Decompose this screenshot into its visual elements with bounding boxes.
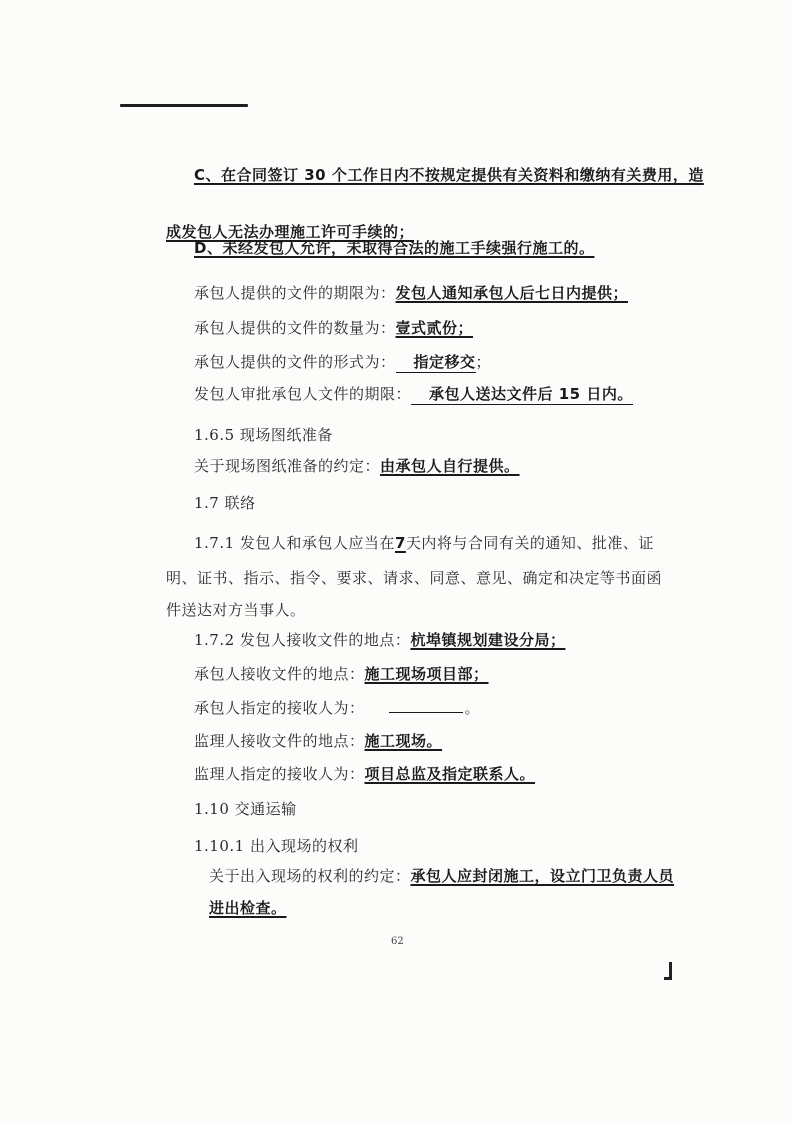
field-label: 关于出入现场的权利的约定： (209, 867, 411, 885)
field-label: 承包人提供的文件的形式为： (194, 353, 396, 371)
field-value: 项目总监及指定联系人。 (364, 765, 536, 783)
blank-field (389, 698, 463, 713)
clause-1-7-1-line-3 (166, 600, 306, 620)
field-label: 监理人指定的接收人为： (194, 765, 365, 783)
clause-c-line-1 (194, 165, 704, 185)
field-label: 监理人接收文件的地点： (194, 732, 365, 750)
supervisor-designated-recipient (194, 764, 535, 784)
days-value: 7 (394, 534, 406, 552)
clause-1-7-1-line-1 (194, 533, 654, 553)
header-rule (120, 104, 248, 107)
field-suffix: 。 (464, 699, 481, 717)
employer-approval-deadline (194, 384, 633, 405)
field-label: 承包人提供的文件的数量为： (194, 319, 396, 337)
field-value: 施工现场。 (364, 732, 443, 750)
field-value-continued: 进出检查。 (209, 899, 287, 917)
section-heading-1-7 (194, 493, 256, 513)
field-value: 承包人送达文件后 15 日内。 (411, 385, 633, 405)
field-value: 杭埠镇规划建设分局； (410, 631, 566, 649)
site-access-agreement-line-1 (209, 866, 674, 886)
field-value: 由承包人自行提供。 (380, 457, 520, 475)
field-value: 施工现场项目部； (364, 665, 489, 683)
section-title: 1.10.1 出入现场的权利 (194, 837, 359, 855)
field-label: 关于现场图纸准备的约定： (194, 457, 381, 475)
field-value: 指定移交 (396, 353, 476, 373)
section-title: 1.7 联络 (194, 494, 256, 512)
corner-crop-mark (669, 962, 672, 980)
section-heading-1-10 (194, 799, 297, 819)
clause-text: 件送达对方当事人。 (166, 601, 306, 619)
field-label: 承包人接收文件的地点： (194, 665, 365, 683)
contractor-document-quantity (194, 318, 473, 338)
page-number: 62 (391, 936, 404, 947)
section-title: 1.6.5 现场图纸准备 (194, 426, 333, 444)
contractor-document-deadline (194, 283, 628, 303)
site-access-agreement-line-2 (209, 898, 287, 918)
field-value: 发包人通知承包人后七日内提供； (395, 284, 629, 302)
field-label: 承包人指定的接收人为： (194, 699, 365, 717)
field-suffix: ； (475, 353, 492, 371)
contractor-receiving-location (194, 664, 489, 684)
field-label: 承包人提供的文件的期限为： (194, 284, 396, 302)
section-heading-1-6-5 (194, 425, 333, 445)
site-drawings-agreement (194, 456, 520, 476)
field-label: 发包人审批承包人文件的期限： (194, 385, 412, 403)
clause-c-continued: 成发包人无法办理施工许可手续的； (166, 223, 415, 241)
clause-text-after: 天内将与合同有关的通知、批准、证 (405, 534, 654, 552)
clause-d-text: D、未经发包人允许，未取得合法的施工手续强行施工的。 (194, 239, 595, 257)
clause-text-before: 1.7.1 发包人和承包人应当在 (194, 534, 395, 552)
clause-d-line (194, 238, 594, 258)
field-value: 壹式贰份； (395, 319, 474, 337)
contractor-document-form (194, 352, 491, 373)
field-value: 承包人应封闭施工，设立门卫负责人员 (410, 867, 675, 885)
employer-receiving-location (194, 630, 565, 650)
clause-text: 明、证书、指示、指令、要求、请求、同意、意见、确定和决定等书面函 (166, 569, 663, 587)
supervisor-receiving-location (194, 731, 442, 751)
section-heading-1-10-1 (194, 836, 358, 856)
contractor-designated-recipient (194, 698, 480, 718)
clause-1-7-1-line-2 (166, 568, 662, 588)
section-title: 1.10 交通运输 (194, 800, 297, 818)
clause-c-text: C、在合同签订 30 个工作日内不按规定提供有关资料和缴纳有关费用，造 (194, 166, 704, 184)
field-label: 1.7.2 发包人接收文件的地点： (194, 631, 411, 649)
